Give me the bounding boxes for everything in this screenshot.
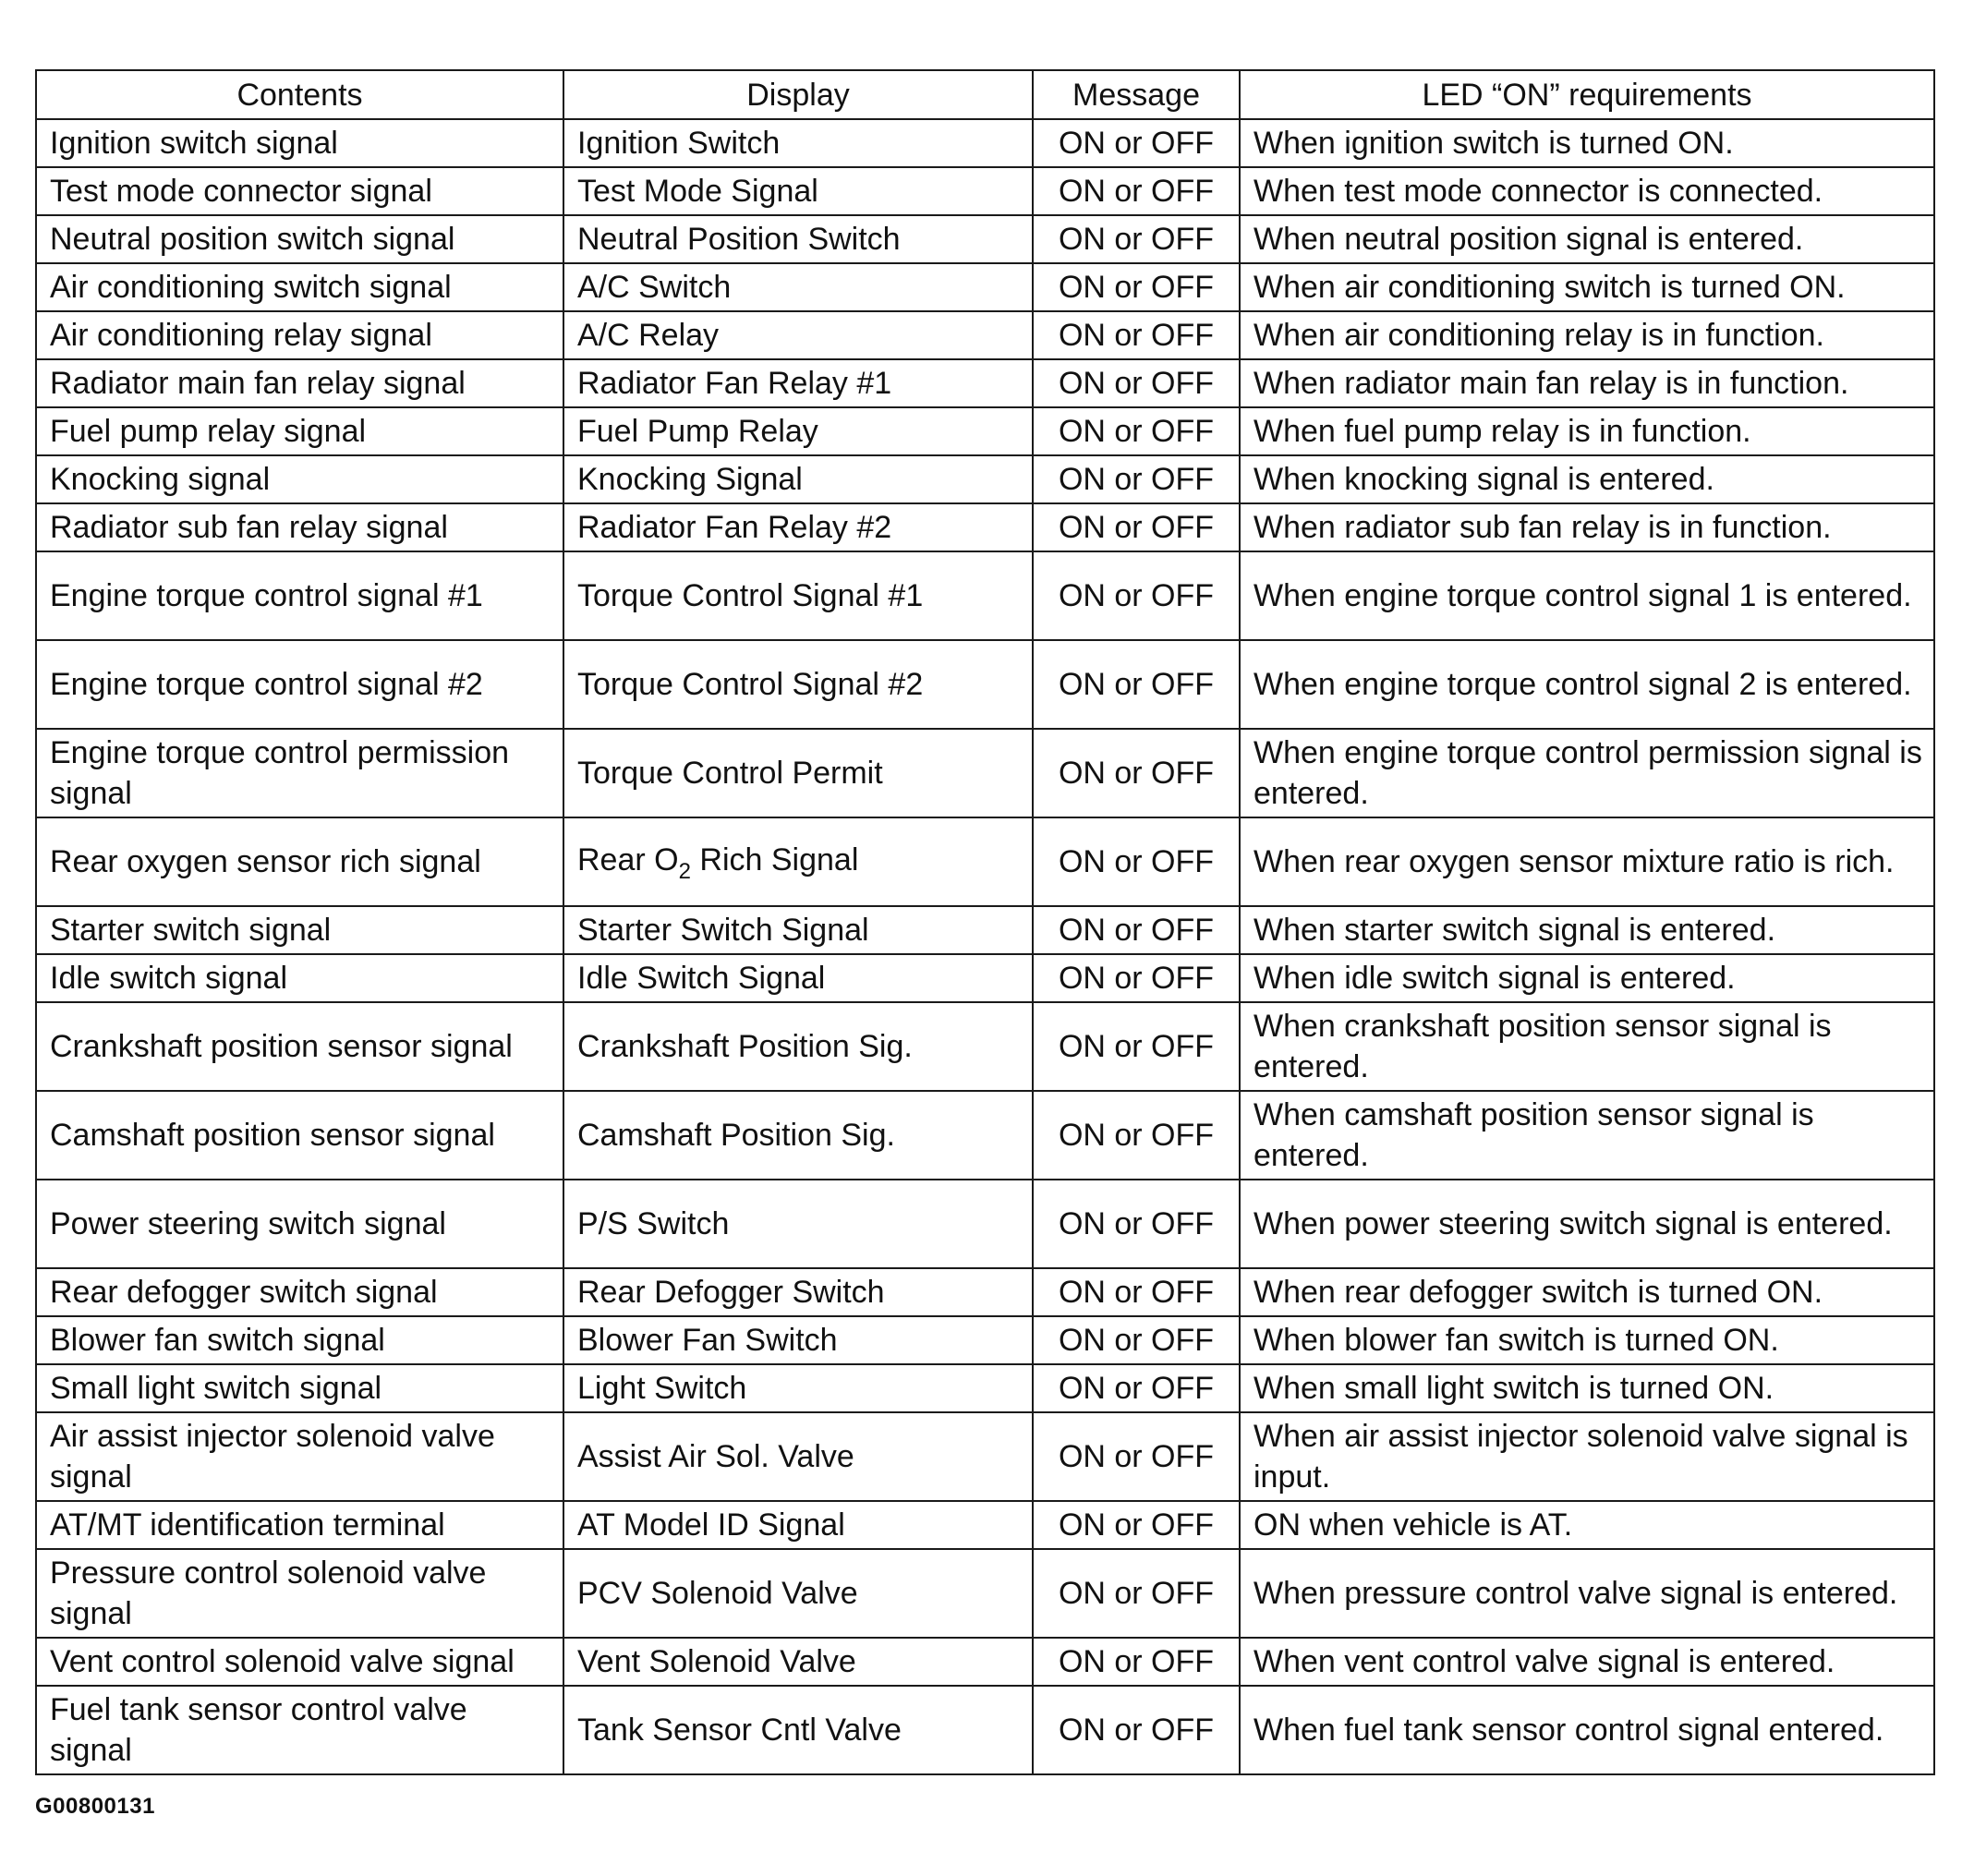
cell-led-requirement: When rear oxygen sensor mixture ratio is rich. <box>1240 817 1934 906</box>
cell-contents: Pressure control solenoid valve signal <box>36 1549 563 1638</box>
cell-message: ON or OFF <box>1033 263 1240 311</box>
cell-contents: Blower fan switch signal <box>36 1316 563 1364</box>
cell-display: Rear Defogger Switch <box>563 1268 1033 1316</box>
table-row <box>36 1002 1934 1091</box>
cell-message: ON or OFF <box>1033 359 1240 407</box>
led-requirements-table <box>35 69 1935 1775</box>
cell-display: Tank Sensor Cntl Valve <box>563 1686 1033 1774</box>
cell-display: Ignition Switch <box>563 119 1033 167</box>
table-row <box>36 729 1934 817</box>
cell-contents: Vent control solenoid valve signal <box>36 1638 563 1686</box>
cell-led-requirement: When radiator sub fan relay is in function. <box>1240 503 1934 551</box>
cell-led-requirement: When blower fan switch is turned ON. <box>1240 1316 1934 1364</box>
table-row <box>36 407 1934 455</box>
cell-message: ON or OFF <box>1033 551 1240 640</box>
cell-display: Torque Control Signal #2 <box>563 640 1033 729</box>
cell-display <box>563 817 1033 906</box>
cell-contents: Power steering switch signal <box>36 1180 563 1268</box>
table-row <box>36 1501 1934 1549</box>
table-row <box>36 503 1934 551</box>
table-row <box>36 1638 1934 1686</box>
table-row <box>36 1686 1934 1774</box>
table-row <box>36 640 1934 729</box>
cell-contents: Air conditioning relay signal <box>36 311 563 359</box>
cell-led-requirement: When engine torque control signal 2 is entered. <box>1240 640 1934 729</box>
cell-contents: Starter switch signal <box>36 906 563 954</box>
cell-contents: Rear defogger switch signal <box>36 1268 563 1316</box>
cell-contents: Camshaft position sensor signal <box>36 1091 563 1180</box>
cell-display: Knocking Signal <box>563 455 1033 503</box>
cell-contents: Crankshaft position sensor signal <box>36 1002 563 1091</box>
cell-display: Radiator Fan Relay #1 <box>563 359 1033 407</box>
cell-display: Fuel Pump Relay <box>563 407 1033 455</box>
cell-led-requirement: ON when vehicle is AT. <box>1240 1501 1934 1549</box>
cell-led-requirement: When air conditioning switch is turned ON. <box>1240 263 1934 311</box>
table-row <box>36 167 1934 215</box>
cell-display: Vent Solenoid Valve <box>563 1638 1033 1686</box>
table-row <box>36 1412 1934 1501</box>
cell-message: ON or OFF <box>1033 729 1240 817</box>
cell-display: Crankshaft Position Sig. <box>563 1002 1033 1091</box>
cell-message: ON or OFF <box>1033 1638 1240 1686</box>
cell-led-requirement: When power steering switch signal is entered. <box>1240 1180 1934 1268</box>
cell-message: ON or OFF <box>1033 1002 1240 1091</box>
cell-contents: Air conditioning switch signal <box>36 263 563 311</box>
cell-led-requirement: When fuel tank sensor control signal entered. <box>1240 1686 1934 1774</box>
cell-message: ON or OFF <box>1033 1364 1240 1412</box>
cell-display: Light Switch <box>563 1364 1033 1412</box>
cell-message: ON or OFF <box>1033 167 1240 215</box>
table-row <box>36 1091 1934 1180</box>
header-led-requirements: LED “ON” requirements <box>1240 70 1934 119</box>
table-row <box>36 1364 1934 1412</box>
cell-message: ON or OFF <box>1033 906 1240 954</box>
cell-contents: Rear oxygen sensor rich signal <box>36 817 563 906</box>
table-row <box>36 119 1934 167</box>
table-row <box>36 1180 1934 1268</box>
cell-display: A/C Relay <box>563 311 1033 359</box>
cell-message: ON or OFF <box>1033 1686 1240 1774</box>
cell-led-requirement: When air assist injector solenoid valve signal is input. <box>1240 1412 1934 1501</box>
cell-message: ON or OFF <box>1033 1180 1240 1268</box>
cell-message: ON or OFF <box>1033 1412 1240 1501</box>
cell-message: ON or OFF <box>1033 1316 1240 1364</box>
cell-led-requirement: When small light switch is turned ON. <box>1240 1364 1934 1412</box>
cell-contents: AT/MT identification terminal <box>36 1501 563 1549</box>
cell-contents: Fuel pump relay signal <box>36 407 563 455</box>
cell-led-requirement: When engine torque control permission signal is entered. <box>1240 729 1934 817</box>
header-message: Message <box>1033 70 1240 119</box>
cell-contents: Small light switch signal <box>36 1364 563 1412</box>
cell-display: AT Model ID Signal <box>563 1501 1033 1549</box>
table-row <box>36 455 1934 503</box>
cell-contents: Neutral position switch signal <box>36 215 563 263</box>
cell-led-requirement: When crankshaft position sensor signal is entered. <box>1240 1002 1934 1091</box>
cell-display: Camshaft Position Sig. <box>563 1091 1033 1180</box>
subscript-2: 2 <box>678 859 691 884</box>
cell-message: ON or OFF <box>1033 817 1240 906</box>
cell-contents: Engine torque control permission signal <box>36 729 563 817</box>
cell-contents: Engine torque control signal #2 <box>36 640 563 729</box>
cell-led-requirement: When idle switch signal is entered. <box>1240 954 1934 1002</box>
cell-led-requirement: When starter switch signal is entered. <box>1240 906 1934 954</box>
cell-led-requirement: When vent control valve signal is entered. <box>1240 1638 1934 1686</box>
display-text-pre: Rear O <box>577 842 679 877</box>
cell-message: ON or OFF <box>1033 954 1240 1002</box>
cell-message: ON or OFF <box>1033 1501 1240 1549</box>
cell-display: Idle Switch Signal <box>563 954 1033 1002</box>
table-row <box>36 311 1934 359</box>
cell-display: P/S Switch <box>563 1180 1033 1268</box>
cell-contents: Radiator sub fan relay signal <box>36 503 563 551</box>
cell-message: ON or OFF <box>1033 407 1240 455</box>
cell-contents: Radiator main fan relay signal <box>36 359 563 407</box>
cell-message: ON or OFF <box>1033 215 1240 263</box>
cell-display: A/C Switch <box>563 263 1033 311</box>
cell-led-requirement: When fuel pump relay is in function. <box>1240 407 1934 455</box>
cell-message: ON or OFF <box>1033 311 1240 359</box>
table-row <box>36 817 1934 906</box>
cell-contents: Fuel tank sensor control valve signal <box>36 1686 563 1774</box>
cell-contents: Knocking signal <box>36 455 563 503</box>
cell-led-requirement: When engine torque control signal 1 is entered. <box>1240 551 1934 640</box>
table-row <box>36 1316 1934 1364</box>
cell-message: ON or OFF <box>1033 640 1240 729</box>
cell-message: ON or OFF <box>1033 119 1240 167</box>
table-row <box>36 1549 1934 1638</box>
cell-display: Torque Control Permit <box>563 729 1033 817</box>
cell-display: PCV Solenoid Valve <box>563 1549 1033 1638</box>
table-row <box>36 551 1934 640</box>
cell-led-requirement: When pressure control valve signal is entered. <box>1240 1549 1934 1638</box>
cell-led-requirement: When knocking signal is entered. <box>1240 455 1934 503</box>
header-contents: Contents <box>36 70 563 119</box>
header-display: Display <box>563 70 1033 119</box>
cell-display: Radiator Fan Relay #2 <box>563 503 1033 551</box>
table-row <box>36 954 1934 1002</box>
table-row <box>36 263 1934 311</box>
table-header-row <box>36 70 1934 119</box>
cell-led-requirement: When ignition switch is turned ON. <box>1240 119 1934 167</box>
cell-contents: Engine torque control signal #1 <box>36 551 563 640</box>
cell-contents: Air assist injector solenoid valve signal <box>36 1412 563 1501</box>
cell-display: Blower Fan Switch <box>563 1316 1033 1364</box>
cell-led-requirement: When rear defogger switch is turned ON. <box>1240 1268 1934 1316</box>
cell-display: Test Mode Signal <box>563 167 1033 215</box>
cell-led-requirement: When camshaft position sensor signal is entered. <box>1240 1091 1934 1180</box>
cell-display: Neutral Position Switch <box>563 215 1033 263</box>
cell-message: ON or OFF <box>1033 1091 1240 1180</box>
cell-display: Torque Control Signal #1 <box>563 551 1033 640</box>
table-row <box>36 1268 1934 1316</box>
table-row <box>36 906 1934 954</box>
cell-message: ON or OFF <box>1033 1549 1240 1638</box>
cell-display: Starter Switch Signal <box>563 906 1033 954</box>
cell-message: ON or OFF <box>1033 503 1240 551</box>
table-row <box>36 215 1934 263</box>
cell-display: Assist Air Sol. Valve <box>563 1412 1033 1501</box>
figure-id: G00800131 <box>35 1794 155 1819</box>
spec-sheet <box>35 69 1933 1775</box>
cell-led-requirement: When neutral position signal is entered. <box>1240 215 1934 263</box>
cell-led-requirement: When radiator main fan relay is in function. <box>1240 359 1934 407</box>
cell-contents: Ignition switch signal <box>36 119 563 167</box>
cell-contents: Test mode connector signal <box>36 167 563 215</box>
cell-contents: Idle switch signal <box>36 954 563 1002</box>
cell-message: ON or OFF <box>1033 455 1240 503</box>
cell-led-requirement: When air conditioning relay is in function. <box>1240 311 1934 359</box>
cell-led-requirement: When test mode connector is connected. <box>1240 167 1934 215</box>
table-row <box>36 359 1934 407</box>
cell-message: ON or OFF <box>1033 1268 1240 1316</box>
display-text-post: Rich Signal <box>690 842 859 877</box>
